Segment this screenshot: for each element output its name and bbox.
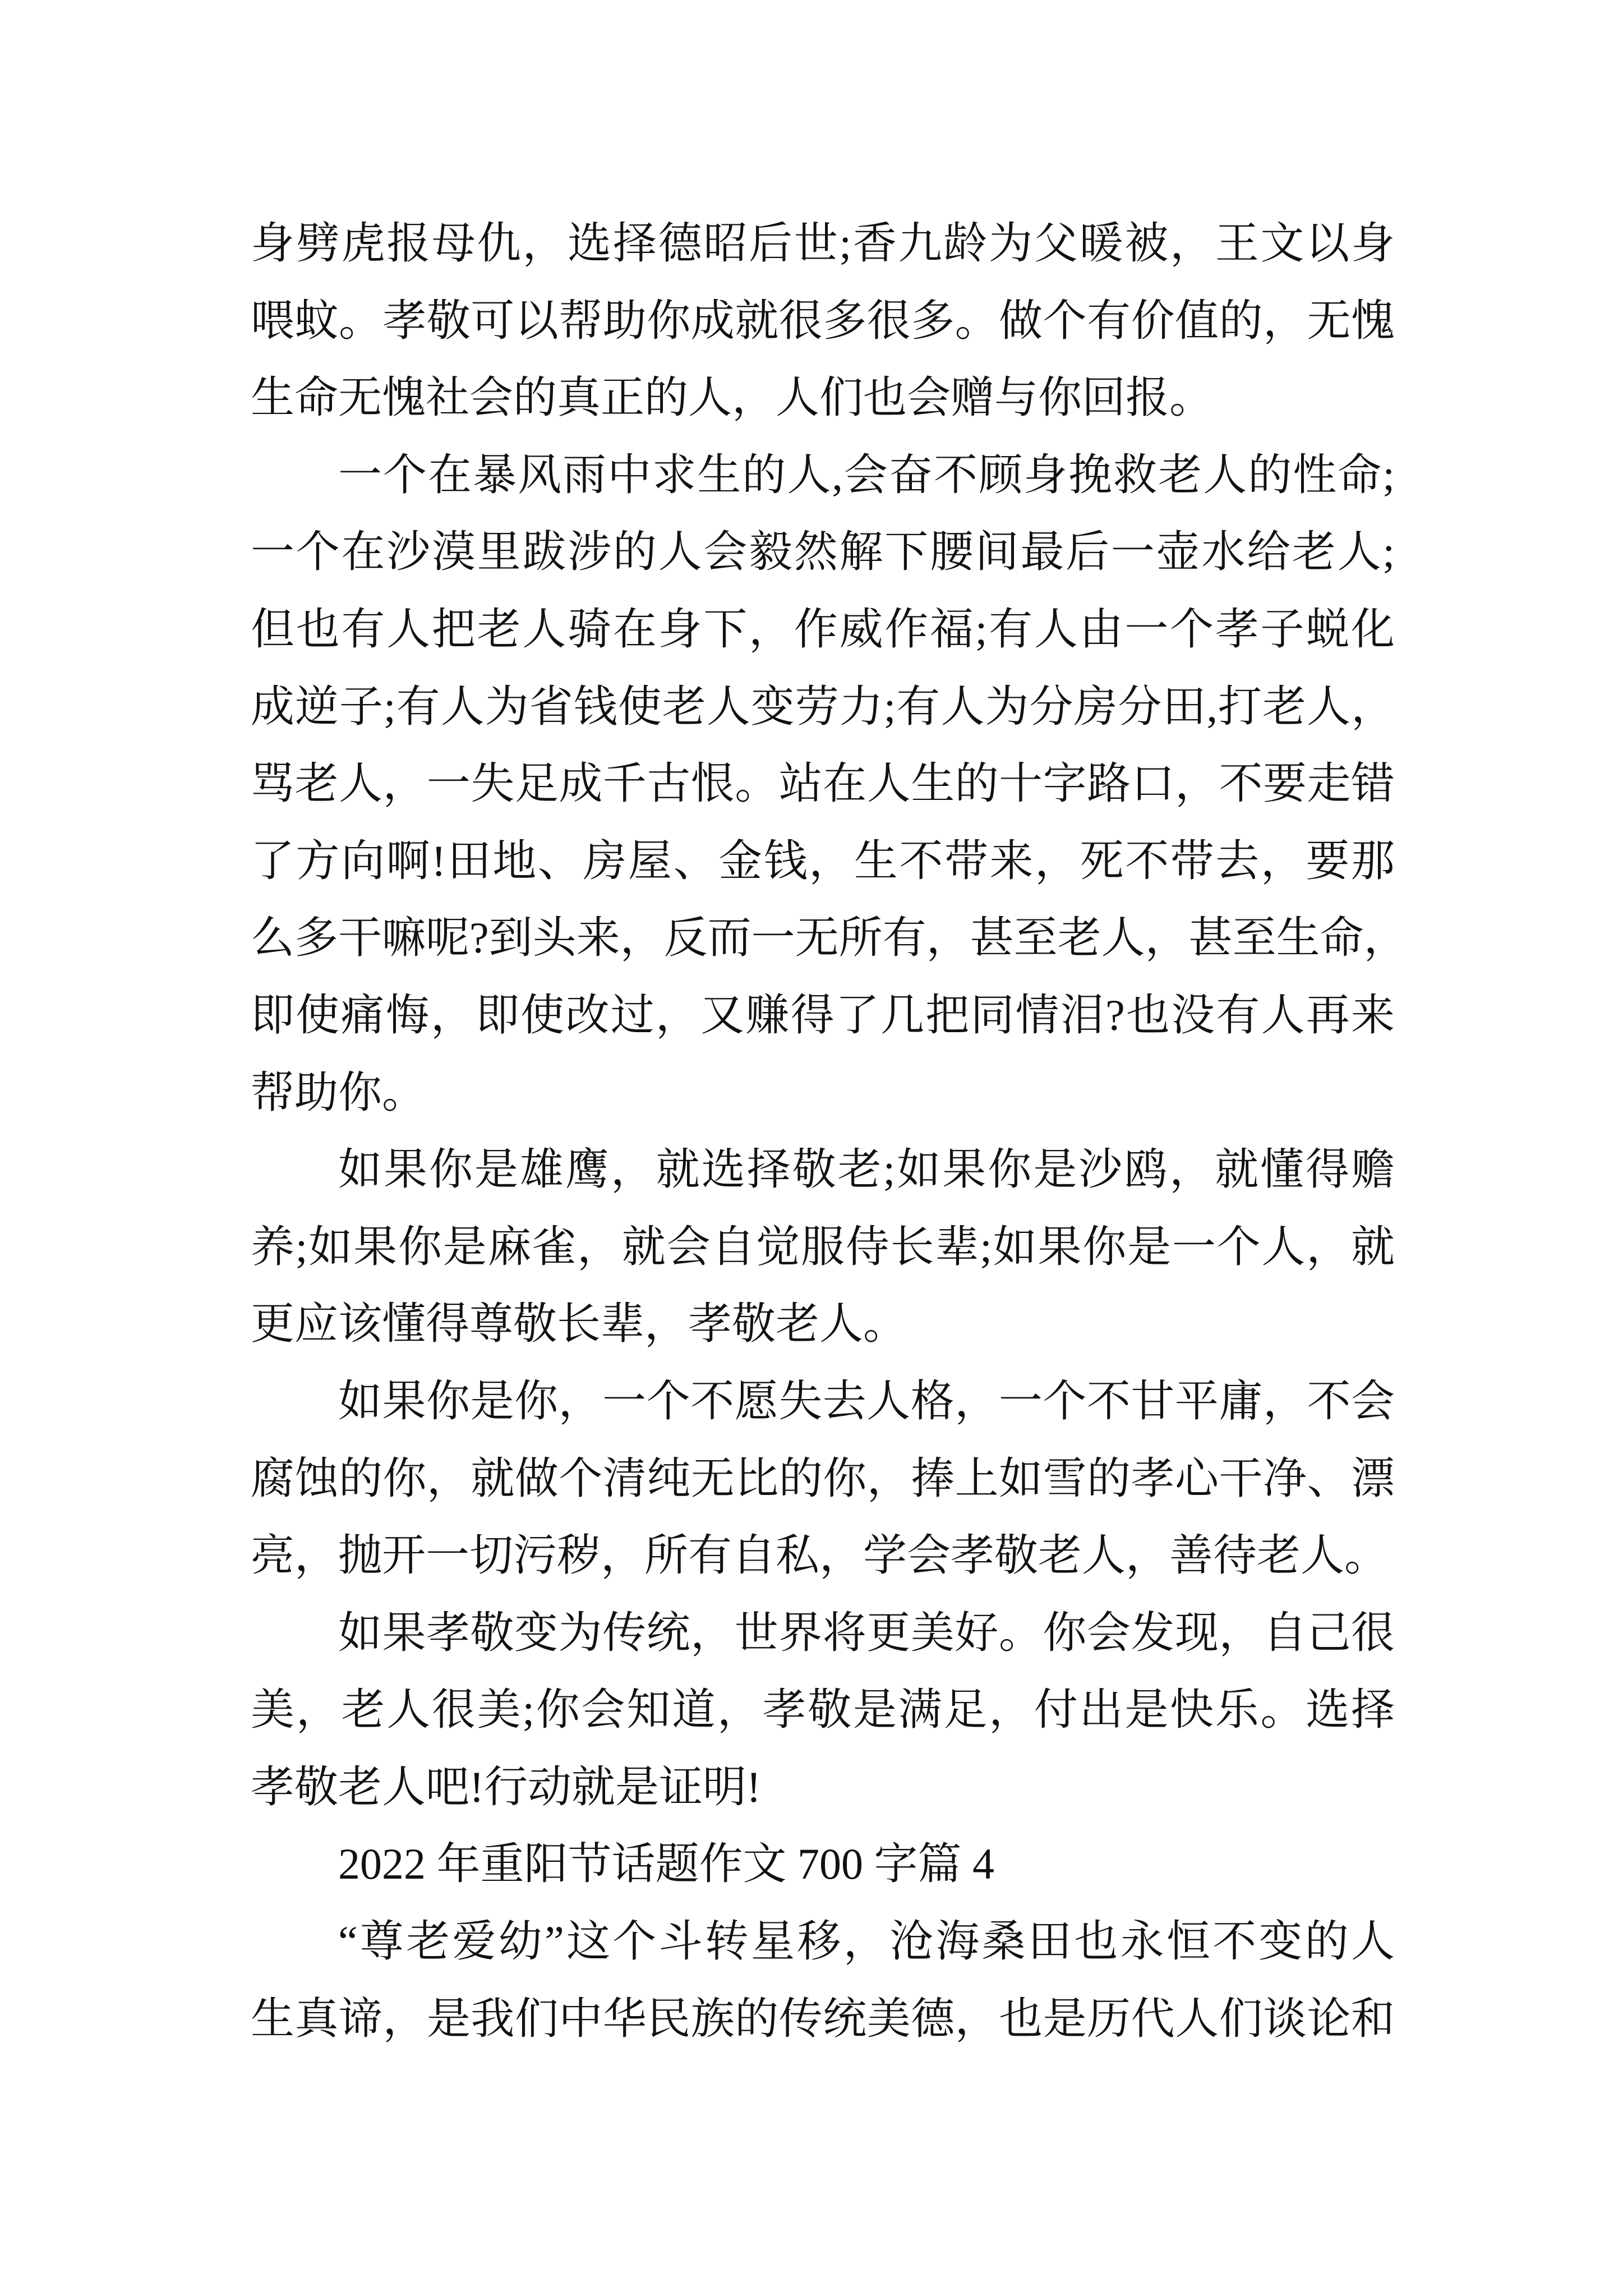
text-line: 么多干嘛呢?到头来，反而一无所有，甚至老人，甚至生命， [251,913,1408,963]
text-line: 即使痛悔，即使改过，又赚得了几把同情泪?也没有人再来 [251,990,1395,1039]
text-line: 喂蚊。孝敬可以帮助你成就很多很多。做个有价值的，无愧 [251,296,1395,345]
text-line: 美，老人很美;你会知道，孝敬是满足，付出是快乐。选择 [251,1685,1395,1734]
text-line: 孝敬老人吧!行动就是证明! [251,1762,761,1811]
text-line: 亮，抛开一切污秽，所有自私，学会孝敬老人，善待老人。 [251,1531,1389,1580]
text-line: 了方向啊!田地、房屋、金钱，生不带来，死不带去，要那 [251,836,1395,885]
text-line: 更应该懂得尊敬长辈，孝敬老人。 [251,1299,907,1349]
text-line: 生真谛，是我们中华民族的传统美德，也是历代人们谈论和 [251,1994,1395,2043]
section-heading: 2022 年重阳节话题作文 700 字篇 4 [338,1839,995,1889]
paragraph [251,1903,1395,2057]
text-line: “尊老爱幼”这个斗转星移，沧海桑田也永恒不变的人 [338,1917,1395,1966]
document-body [251,205,1408,2057]
text-line: 如果孝敬变为传统，世界将更美好。你会发现，自己很 [338,1608,1395,1657]
text-line: 如果你是雄鹰，就选择敬老;如果你是沙鸥，就懂得赡 [338,1145,1395,1194]
text-line: 一个在沙漠里跋涉的人会毅然解下腰间最后一壶水给老人; [251,527,1395,577]
text-line: 一个在暴风雨中求生的人,会奋不顾身挽救老人的性命; [338,450,1395,499]
text-line: 如果你是你，一个不愿失去人格，一个不甘平庸，不会 [338,1376,1395,1425]
paragraph [251,1131,1395,1363]
text-line: 腐蚀的你，就做个清纯无比的你，捧上如雪的孝心干净、漂 [251,1453,1395,1503]
text-line: 帮助你。 [251,1068,426,1117]
paragraph [251,436,1408,1131]
section-heading-block [251,1825,1395,1903]
text-line: 生命无愧社会的真正的人，人们也会赠与你回报。 [251,373,1214,422]
text-line: 成逆子;有人为省钱使老人变劳力;有人为分房分田,打老人， [251,682,1395,731]
text-line: 养;如果你是麻雀，就会自觉服侍长辈;如果你是一个人，就 [251,1222,1395,1271]
text-line: 骂老人，一失足成千古恨。站在人生的十字路口，不要走错 [251,759,1395,808]
paragraph [251,205,1395,436]
paragraph [251,1594,1395,1826]
text-line: 身劈虎报母仇，选择德昭后世;香九龄为父暖被，王文以身 [251,219,1395,268]
paragraph [251,1363,1395,1594]
text-line: 但也有人把老人骑在身下，作威作福;有人由一个孝子蜕化 [251,604,1395,654]
